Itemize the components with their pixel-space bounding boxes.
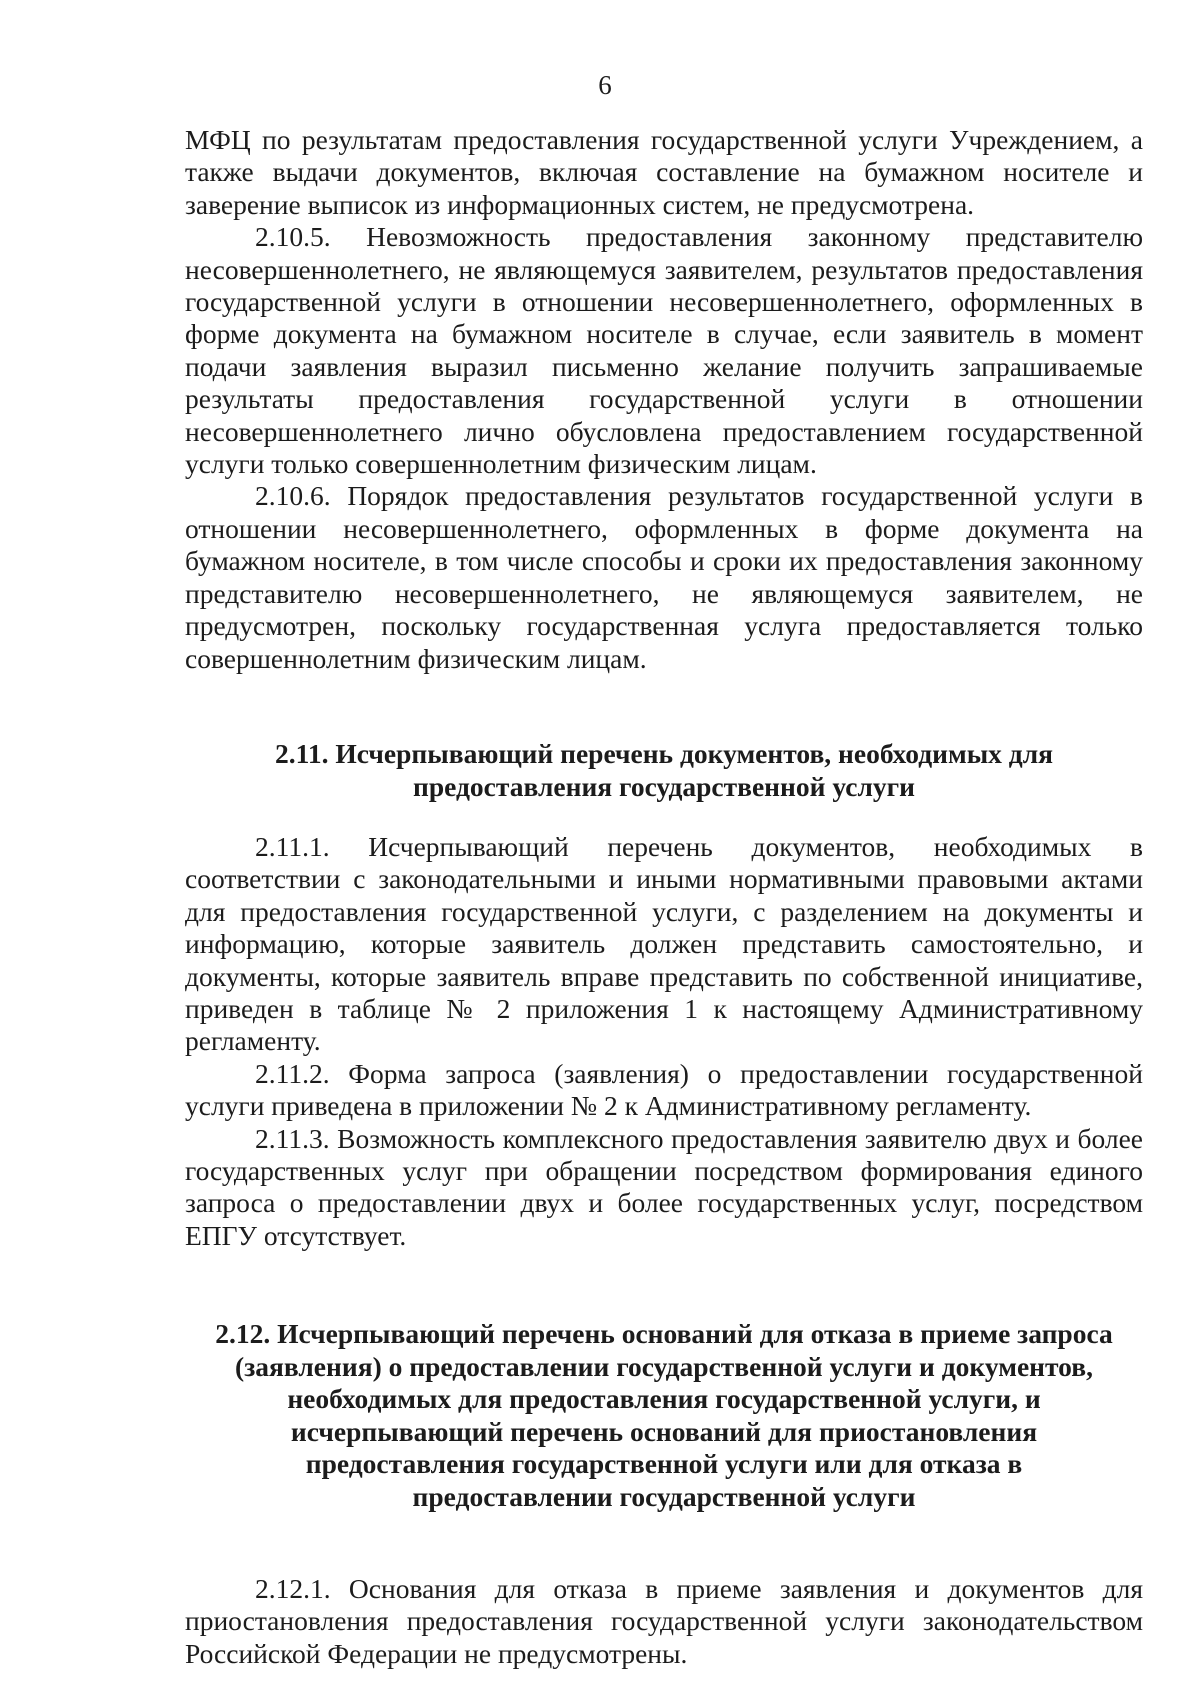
heading-2-12-line-4: исчерпывающий перечень оснований для приостановления <box>290 1415 1038 1447</box>
paragraph-mfc-continuation: МФЦ по результатам предоставления государственной услуги Учреждением, а также выдачи документов, включая составление на бумажном носителе и заверение выписок из информационных систем, не предусмотрена. <box>185 124 1143 220</box>
paragraph-2-10-6: 2.10.6. Порядок предоставления результатов государственной услуги в отношении несовершеннолетнего, оформленных в форме документа на бумажном носителе, в том числе способы и сроки их предоставления законному представителю несовершеннолетнего, не являющемуся заявителем, не предусмотрен, поскольку государственная услуга предоставляется только совершеннолетним физическим лицам. <box>185 480 1143 674</box>
paragraph-2-12-1: 2.12.1. Основания для отказа в приеме заявления и документов для приостановления предоставления государственной услуги законодательством Российской Федерации не предусмотрены. <box>185 1573 1143 1669</box>
paragraph-2-11-2: 2.11.2. Форма запроса (заявления) о предоставлении государственной услуги приведена в приложении № 2 к Административному регламенту. <box>185 1057 1143 1122</box>
heading-2-11-line-2: предоставления государственной услуги <box>413 770 915 802</box>
section-2-10-continuation <box>185 124 1143 675</box>
heading-2-12-line-1: 2.12. Исчерпывающий перечень оснований для отказа в приеме запроса <box>215 1318 1113 1349</box>
section-2-12-body <box>185 1573 1143 1670</box>
paragraph-2-11-1: 2.11.1. Исчерпывающий перечень документов, необходимых в соответствии с законодательными и иными нормативными правовыми актами для предоставления государственной услуги, с разделением на документы и информацию, которые заявитель должен представить самостоятельно, и документы, которые заявитель вправе представить по собственной инициативе, приведен в таблице № 2 приложения 1 к настоящему Административному регламенту. <box>185 831 1143 1057</box>
heading-2-12-line-5: предоставления государственной услуги или для отказа в <box>305 1448 1023 1479</box>
section-2-11-body <box>185 831 1143 1252</box>
heading-2-11-line-1: 2.11. Исчерпывающий перечень документов, необходимых для <box>274 738 1054 769</box>
section-heading-2-12 <box>185 1318 1143 1513</box>
section-heading-2-11 <box>185 738 1143 803</box>
heading-2-12-line-6: предоставлении государственной услуги <box>412 1480 916 1512</box>
heading-2-12-line-2: (заявления) о предоставлении государственной услуги и документов, <box>235 1350 1093 1382</box>
page-number: 6 <box>598 70 612 100</box>
heading-2-12-line-3: необходимых для предоставления государственной услуги, и <box>287 1383 1041 1414</box>
paragraph-2-11-3: 2.11.3. Возможность комплексного предоставления заявителю двух и более государственных услуг при обращении посредством формирования единого запроса о предоставлении двух и более государственных услуг, посредством ЕПГУ отсутствует. <box>185 1122 1143 1251</box>
paragraph-2-10-5: 2.10.5. Невозможность предоставления законному представителю несовершеннолетнего, не являющемуся заявителем, результатов предоставления государственной услуги в отношении несовершеннолетнего, оформленных в форме документа на бумажном носителе в случае, если заявитель в момент подачи заявления выразил письменно желание получить запрашиваемые результаты предоставления государственной услуги в отношении несовершеннолетнего лично обусловлена предоставлением государственной услуги только совершеннолетним физическим лицам. <box>185 221 1143 480</box>
